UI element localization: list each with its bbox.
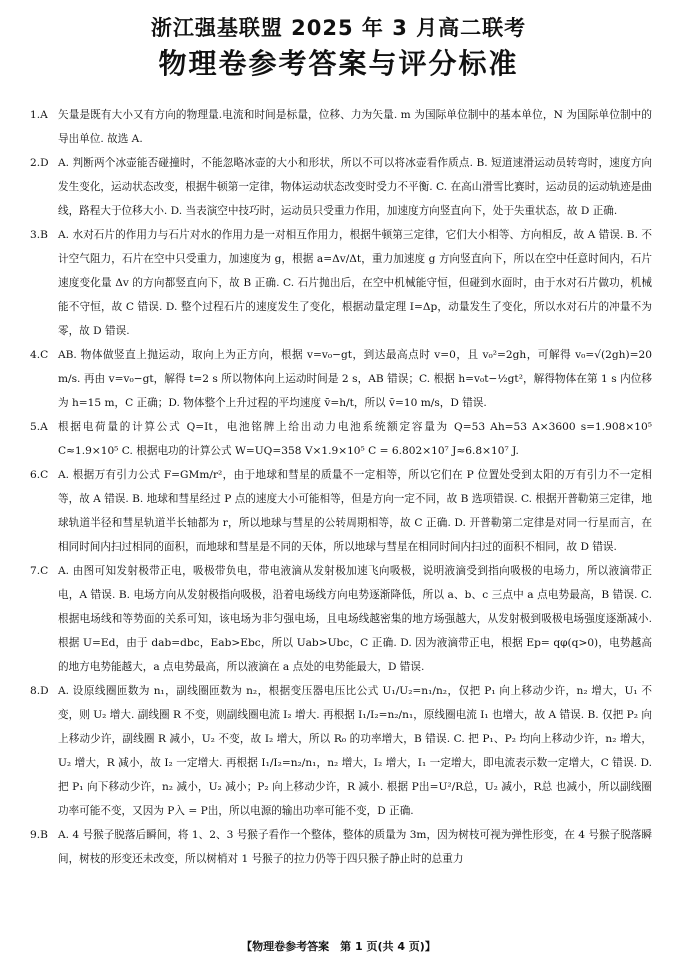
document-title: 物理卷参考答案与评分标准 [158,47,519,80]
answer-text: A. 由图可知发射极带正电，吸极带负电，带电液滴从发射极加速飞向吸极，说明液滴受到指向吸极的电场力，所以液滴带正电，A 错误. B. 电场方向从发射极指向吸极，沿着电场线方向电势逐渐降低，所以 a、b、c 三点中 a 点电势最高，B 错误. C. 根据电场线和等势面的关系可知，该电场为非匀强电场，且电场线越密集的地方场强越大，从发射极到吸极电场强度逐渐减小. 根据 U=Ed，由于 dab=dbc，Eab>Ebc，所以 Uab>Ubc，C 正确. D. 因为液滴带正电，根据 Ep= qφ(q>0)，电势越高的地方电势能越大，a 点电势最高，所以液滴在 a 点处的电势能最大，D 错误. [58,565,652,673]
answer-number: 7.C [30,565,49,577]
answer-text: A. 水对石片的作用力与石片对水的作用力是一对相互作用力，根据牛顿第三定律，它们大小相等、方向相反，故 A 错误. B. 不计空气阻力，石片在空中只受重力，加速度为 g，根据 a=Δv/Δt，重力加速度 g 方向竖直向下，所以在空中任意时间内，石片速度变化量 Δv 的方向都竖直向下，故 B 正确. C. 石片抛出后，在空中机械能守恒，但碰到水面时，由于水对石片做功，机械能不守恒，故 C 错误. D. 整个过程石片的速度发生了变化，根据动量定理 I=Δp，动量发生了变化，所以水对石片的冲量不为零，故 D 错误. [58,229,652,337]
answer-text: A. 根据万有引力公式 F=GMm/r²，由于地球和彗星的质量不一定相等，所以它们在 P 位置处受到太阳的万有引力不一定相等，故 A 错误. B. 地球和彗星经过 P 点的速度大小可能相等，但是方向一定不同，故 B 选项错误. C. 根据开普勒第三定律，地球轨道半径和彗星轨道半长轴都为 r，所以地球与彗星的公转周期相等，故 C 正确. D. 开普勒第二定律是对同一行星而言，在相同时间内扫过相同的面积，而地球和彗星是不同的天体，所以地球与彗星在相同时间内扫过的面积不相同，故 D 错误. [58,469,652,553]
answer-text: A. 4 号猴子脱落后瞬间，将 1、2、3 号猴子看作一个整体，整体的质量为 3m，因为树枝可视为弹性形变，在 4 号猴子脱落瞬间，树枝的形变还未改变，所以树梢对 1 号猴子的拉力仍等于四只猴子静止时的总重力 [58,829,652,865]
exam-title: 浙江强基联盟 2025 年 3 月高二联考 [150,16,527,40]
answer-number: 9.B [30,829,48,841]
answer-text: 矢量是既有大小又有方向的物理量.电流和时间是标量，位移、力为矢量. m 为国际单位制中的基本单位，N 为国际单位制中的导出单位. 故选 A. [58,109,652,145]
answer-item-6 [30,463,652,559]
answer-number: 2.D [30,157,49,169]
answer-item-2 [30,151,652,223]
answer-number: 4.C [30,349,49,361]
answer-text: A. 判断两个冰壶能否碰撞时，不能忽略冰壶的大小和形状，所以不可以将冰壶看作质点. B. 短道速滑运动员转弯时，速度方向发生变化，运动状态改变，根据牛顿第一定律，物体运动状态改变时受力不平衡. C. 在高山滑雪比赛时，运动员的运动轨迹是曲线，路程大于位移大小. D. 当表演空中技巧时，运动员只受重力作用，加速度方向竖直向下，处于失重状态，故 D 正确. [58,157,652,217]
answer-item-8 [30,679,652,823]
answer-text: 根据电荷量的计算公式 Q=It，电池铭牌上给出动力电池系统额定容量为 Q=53 Ah=53 A×3600 s=1.908×10⁵ C≈1.9×10⁵ C. 根据电功的计算公式 W=UQ=358 V×1.9×10⁵ C = 6.802×10⁷ J≈6.8×10⁷ J. [58,421,652,457]
answer-number: 6.C [30,469,49,481]
answer-number: 1.A [30,109,48,121]
answer-text: AB. 物体做竖直上抛运动，取向上为正方向，根据 v=v₀−gt，到达最高点时 v=0，且 v₀²=2gh，可解得 v₀=√(2gh)=20 m/s. 再由 v=v₀−gt，解得 t=2 s 所以物体向上运动时间是 2 s，AB 错误；C. 根据 h=v₀t−½gt²，解得物体在第 1 s 内位移为 h=15 m，C 正确；D. 物体整个上升过程的平均速度 v̄=h/t，所以 v̄=10 m/s，D 错误. [58,349,652,409]
answer-number: 3.B [30,229,48,241]
answer-item-1 [30,103,652,151]
page-footer: 【物理卷参考答案 第 1 页(共 4 页)】 [241,940,436,953]
answer-item-9 [30,823,652,875]
answer-item-5 [30,415,652,463]
answer-item-7 [30,559,652,679]
answer-list [30,103,652,875]
answer-item-3 [30,223,652,343]
answer-text: A. 设原线圈匝数为 n₁，副线圈匝数为 n₂，根据变压器电压比公式 U₁/U₂=n₁/n₂，仅把 P₁ 向上移动少许，n₂ 增大，U₁ 不变，则 U₂ 增大. 副线圈 R 不变，则副线圈电流 I₂ 增大. 再根据 I₁/I₂=n₂/n₁，原线圈电流 I₁ 也增大，故 A 错误. B. 仅把 P₂ 向上移动少许，副线圈 R 减小，U₂ 不变，故 I₂ 增大，所以 R₀ 的功率增大，B 错误. C. 把 P₁、P₂ 均向上移动少许，n₂ 增大，U₂ 增大，R 减小，故 I₂ 一定增大. 再根据 I₁/I₂=n₂/n₁，n₂ 增大，I₂ 增大，I₁ 一定增大，即电流表示数一定增大，C 错误. D. 把 P₁ 向下移动少许，n₂ 减小，U₂ 减小；P₂ 向上移动少许，R 减小. 根据 P出=U²/R总，U₂ 减小，R总 也减小，所以副线圈功率可能不变，又因为 P入 = P出，所以电源的输出功率可能不变，D 正确. [58,685,652,817]
answer-number: 8.D [30,685,49,697]
answer-number: 5.A [30,421,48,433]
answer-item-4 [30,343,652,415]
